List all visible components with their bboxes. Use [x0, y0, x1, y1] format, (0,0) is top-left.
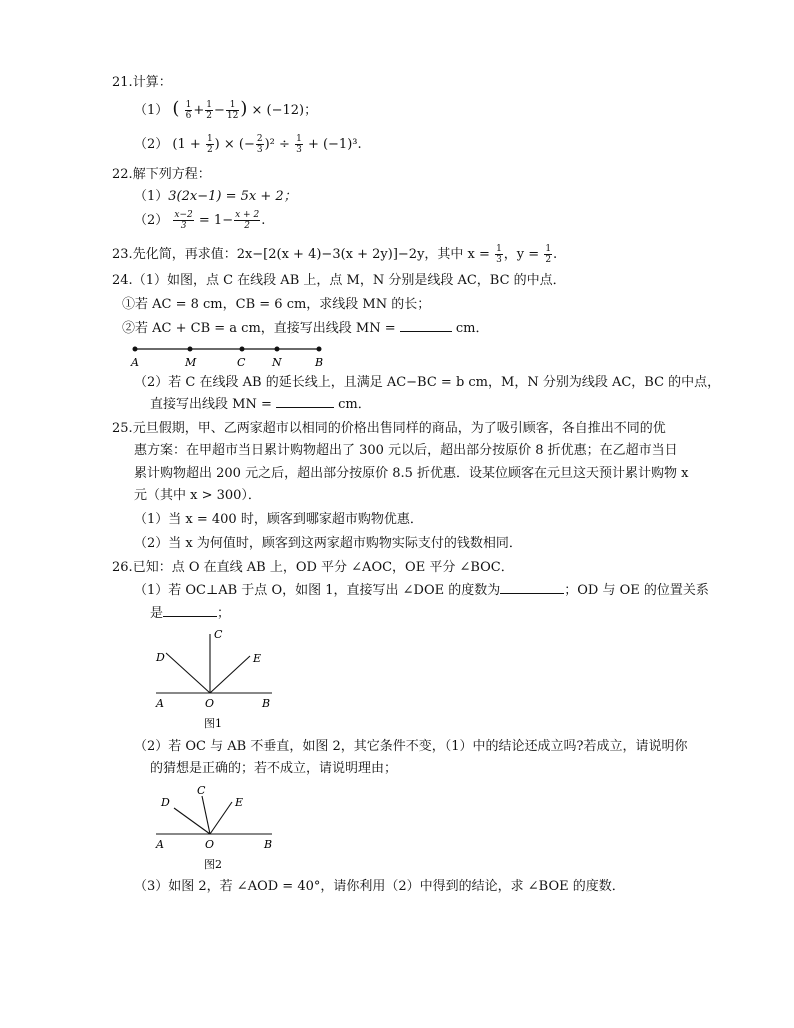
- point-m: [188, 347, 193, 352]
- q21-part2-label: （2）: [134, 137, 169, 152]
- point-n: [275, 347, 280, 352]
- q26-line4: （2）若 OC 与 AB 不垂直，如图 2，其它条件不变，（1）中的结论还成立吗?若成立，请说明你: [134, 739, 688, 754]
- q24-line3-unit: cm．: [455, 321, 489, 336]
- q26-relation-answer-blank[interactable]: [163, 616, 217, 617]
- q25-part1: （1）当 x = 400 时，顾客到哪家超市购物优惠．: [134, 512, 423, 527]
- label-n: N: [272, 356, 282, 369]
- fig2-label-b: B: [264, 838, 273, 851]
- segment-figure: [125, 340, 335, 370]
- fig2-label-c: C: [197, 784, 206, 797]
- q22-number: 22.: [112, 167, 133, 182]
- q26-line3-tail: ；: [217, 606, 231, 621]
- fig1-ray-od: [166, 653, 210, 693]
- q21-number: 21.: [112, 75, 133, 90]
- q22-frac-1: $\frac{x-2}{3}$: [174, 210, 193, 231]
- q21-part2-pow: )² ÷: [264, 137, 290, 152]
- point-a: [133, 347, 138, 352]
- q26-line5: 的猜想是正确的；若不成立，请说明理由；: [150, 761, 398, 776]
- label-c: C: [237, 356, 246, 369]
- q22-part1: [134, 188, 297, 206]
- q24-line2: ①若 AC = 8 cm，CB = 6 cm，求线段 MN 的长；: [122, 297, 431, 312]
- q25-line1: [112, 420, 666, 438]
- q24-mn-answer-blank-2[interactable]: [276, 407, 334, 408]
- q24-number: 24.: [112, 273, 133, 288]
- q22-heading: [112, 166, 211, 184]
- label-a: A: [131, 356, 139, 369]
- q21-part2-open: (1 +: [172, 137, 201, 152]
- q21-heading: [112, 74, 172, 92]
- figure-2: [150, 782, 280, 874]
- q25-number: 25.: [112, 421, 133, 436]
- q24-mn-answer-blank-1[interactable]: [400, 331, 452, 332]
- q21-title: 计算：: [132, 75, 172, 90]
- q23-text-c: .: [553, 247, 558, 262]
- q21-part2: [134, 134, 362, 155]
- fig2-ray-oc: [202, 796, 210, 834]
- q25-line4: 元（其中 x > 300）．: [134, 488, 261, 503]
- q22-part2-mid: = 1−: [198, 213, 234, 228]
- q23-text-b: ，y =: [503, 247, 540, 262]
- q24-line5-unit: cm．: [338, 397, 371, 412]
- fig2-label-a: A: [156, 838, 164, 851]
- figure-1: [150, 626, 280, 734]
- q25-line3: 累计购物超出 200 元之后，超出部分按原价 8.5 折优惠．设某位顾客在元旦这天预计累计购物 x: [134, 466, 689, 481]
- q24-line5-text: 直接写出线段 MN =: [150, 397, 272, 412]
- q21-part2-frac-2: $\frac{2}{3}$: [256, 134, 263, 155]
- fig2-ray-od: [174, 808, 210, 834]
- q24-text1: （1）如图，点 C 在线段 AB 上，点 M，N 分别是线段 AC，BC 的中点．: [132, 273, 566, 288]
- label-m: M: [185, 356, 197, 369]
- fig1-label-e: E: [253, 652, 262, 665]
- q25-line2: 惠方案：在甲超市当日累计购物超出了 300 元以后，超出部分按原价 8 折优惠；在乙超市当日: [134, 443, 678, 458]
- fig1-caption: 图1: [204, 717, 222, 730]
- q26-line3: [150, 605, 230, 623]
- q26-line6: （3）如图 2，若 ∠AOD = 40°，请你利用（2）中得到的结论，求 ∠BOE 的度数．: [134, 879, 625, 894]
- q21-part2-frac-3: $\frac{1}{3}$: [296, 134, 302, 155]
- q26-line2-tail: ；OD 与 OE 的位置关系: [564, 583, 709, 598]
- q23-text-a: 先化简，再求值：2x−[2(x + 4)−3(x + 2y)]−2y，其中 x =: [132, 247, 490, 262]
- q26-line1: [112, 559, 514, 577]
- q24-line3-text: ②若 AC + CB = a cm，直接写出线段 MN =: [122, 321, 396, 336]
- q23-line: [112, 244, 557, 265]
- q22-title: 解下列方程：: [132, 167, 211, 182]
- q22-frac-2: $\frac{x + 2}{2}$: [235, 210, 260, 231]
- q23-frac-y: $\frac{1}{2}$: [545, 244, 552, 265]
- q21-part2-tail: + (−1)³.: [307, 137, 362, 152]
- q21-part2-mid: ) × (−: [214, 137, 255, 152]
- q26-number: 26.: [112, 560, 133, 575]
- q22-part1-eq: 3(2x−1) = 5x + 2；: [168, 189, 297, 204]
- q25-text1: 元旦假期，甲、乙两家超市以相同的价格出售同样的商品，为了吸引顾客，各自推出不同的优: [132, 421, 666, 436]
- q26-line2: [134, 582, 709, 600]
- fig1-label-c: C: [214, 628, 223, 641]
- q26-line3-text: 是: [150, 606, 164, 621]
- q22-part2-label: （2）: [134, 213, 169, 228]
- q21-frac-2: $\frac{1}{2}$: [206, 100, 212, 121]
- q24-line4: （2）若 C 在线段 AB 的延长线上，且满足 AC−BC = b cm，M，N 分别为线段 AC，BC 的中点，: [134, 375, 721, 390]
- q22-part2: [134, 210, 265, 231]
- fig2-label-d: D: [161, 796, 170, 809]
- q23-frac-x: $\frac{1}{3}$: [496, 244, 502, 265]
- point-c: [240, 347, 245, 352]
- q21-part1-tail: × (−12)；: [251, 103, 318, 118]
- q26-line2-text: （1）若 OC⊥AB 于点 O，如图 1，直接写出 ∠DOE 的度数为: [134, 583, 501, 598]
- fig1-label-b: B: [262, 697, 271, 710]
- q21-part2-frac-1: $\frac{1}{2}$: [206, 134, 213, 155]
- fig2-label-o: O: [205, 838, 215, 851]
- fig1-label-a: A: [156, 697, 164, 710]
- q21-frac-1: $\frac{1}{6}$: [185, 100, 192, 121]
- fig1-ray-oe: [210, 656, 250, 693]
- q21-part1: （1） ( $\frac{1}{6}$ + $\frac{1}{2}$ − $\frac{1}{12}$ ) × (−12)；: [134, 98, 318, 121]
- q21-part1-label: （1）: [134, 103, 169, 118]
- q22-part2-tail: .: [261, 213, 266, 228]
- fig2-label-e: E: [235, 796, 244, 809]
- q25-part2: （2）当 x 为何值时，顾客到这两家超市购物实际支付的钱数相同．: [134, 536, 522, 551]
- q24-line3: [122, 320, 489, 338]
- fig2-caption: 图2: [204, 858, 222, 871]
- q23-number: 23.: [112, 247, 133, 262]
- q21-frac-3: $\frac{1}{12}$: [226, 100, 239, 121]
- point-b: [317, 347, 322, 352]
- q22-part1-label: （1）: [134, 189, 169, 204]
- fig1-label-d: D: [156, 651, 165, 664]
- q26-text1: 已知：点 O 在直线 AB 上，OD 平分 ∠AOC，OE 平分 ∠BOC．: [132, 560, 514, 575]
- q26-doe-answer-blank[interactable]: [500, 593, 564, 594]
- fig1-label-o: O: [205, 697, 215, 710]
- q24-line1: [112, 272, 566, 290]
- q24-line5: [150, 396, 371, 414]
- fig2-ray-oe: [210, 802, 232, 834]
- label-b: B: [315, 356, 324, 369]
